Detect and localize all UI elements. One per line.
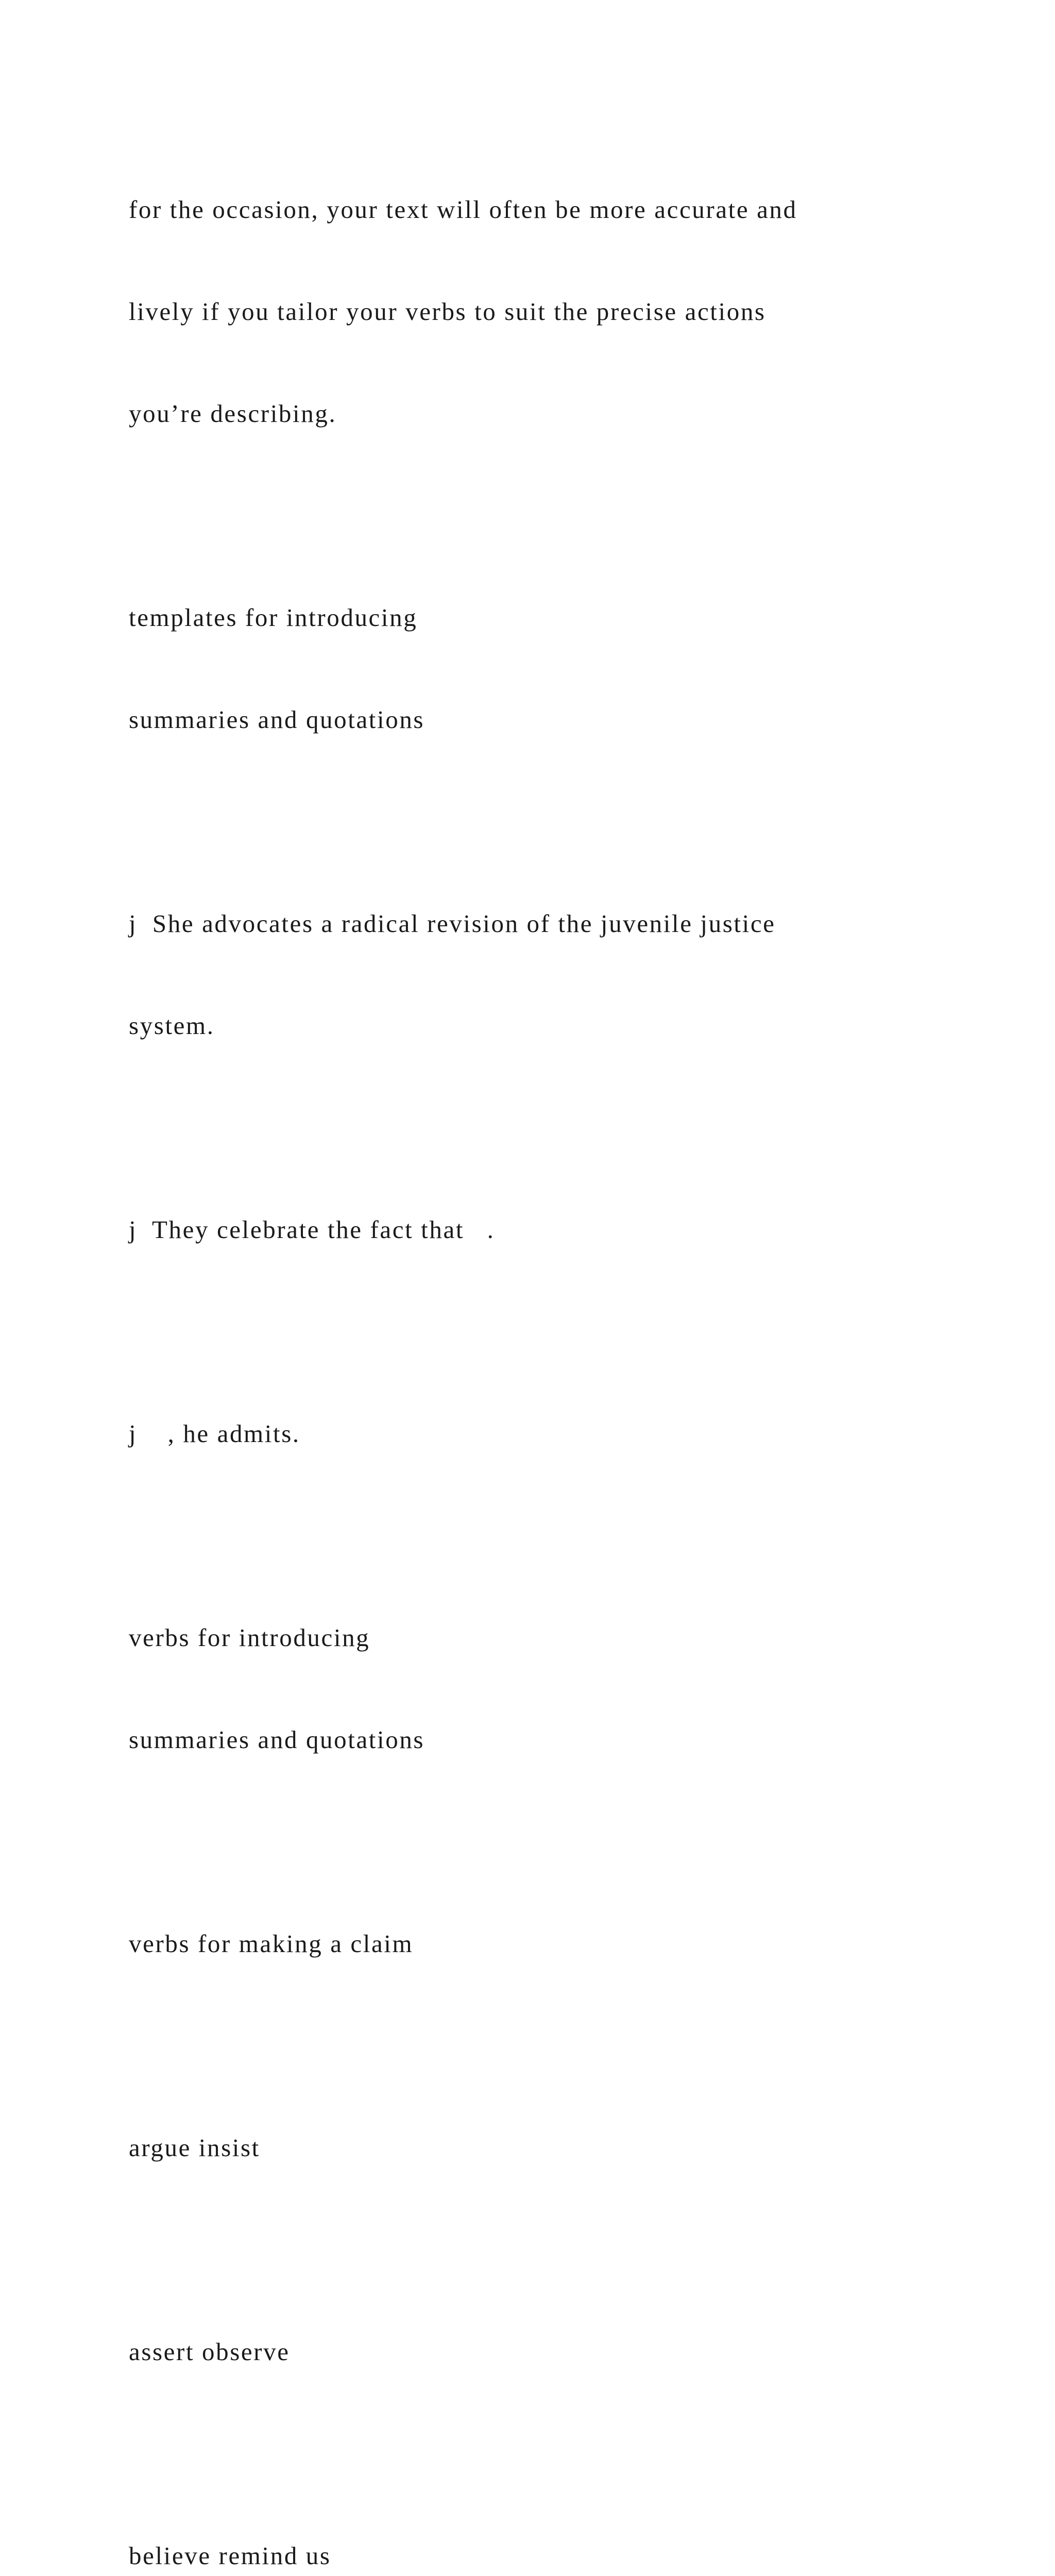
text-line: you’re describing. [129, 399, 337, 428]
text-line: lively if you tailor your verbs to suit the precise actions [129, 297, 766, 326]
text-line: believe remind us [129, 2541, 331, 2570]
heading-line: summaries and quotations [129, 1725, 425, 1754]
heading-line: summaries and quotations [129, 705, 425, 734]
text-line: j , he admits. [129, 1419, 300, 1448]
text-line: assert observe [129, 2337, 290, 2366]
subheading-line: verbs for making a claim [129, 1929, 414, 1958]
template-example [129, 1349, 974, 1519]
verb-pair [129, 2063, 974, 2233]
template-example [129, 1145, 974, 1315]
text-line: for the occasion, your text will often be more accurate and [129, 195, 797, 224]
heading-verbs [129, 1553, 974, 1825]
text-line: j She advocates a radical revision of the juvenile justice [129, 909, 776, 938]
template-example [129, 839, 974, 1111]
verb-pair [129, 2471, 974, 2576]
paragraph-intro [129, 125, 974, 499]
text-line: j They celebrate the fact that . [129, 1215, 495, 1244]
heading-line: verbs for introducing [129, 1623, 370, 1652]
document-body [129, 125, 974, 2576]
verb-pair [129, 2267, 974, 2437]
text-line: system. [129, 1011, 215, 1040]
text-line: argue insist [129, 2133, 260, 2162]
subheading-making-claim [129, 1859, 974, 2029]
heading-templates [129, 533, 974, 805]
heading-line: templates for introducing [129, 603, 418, 632]
